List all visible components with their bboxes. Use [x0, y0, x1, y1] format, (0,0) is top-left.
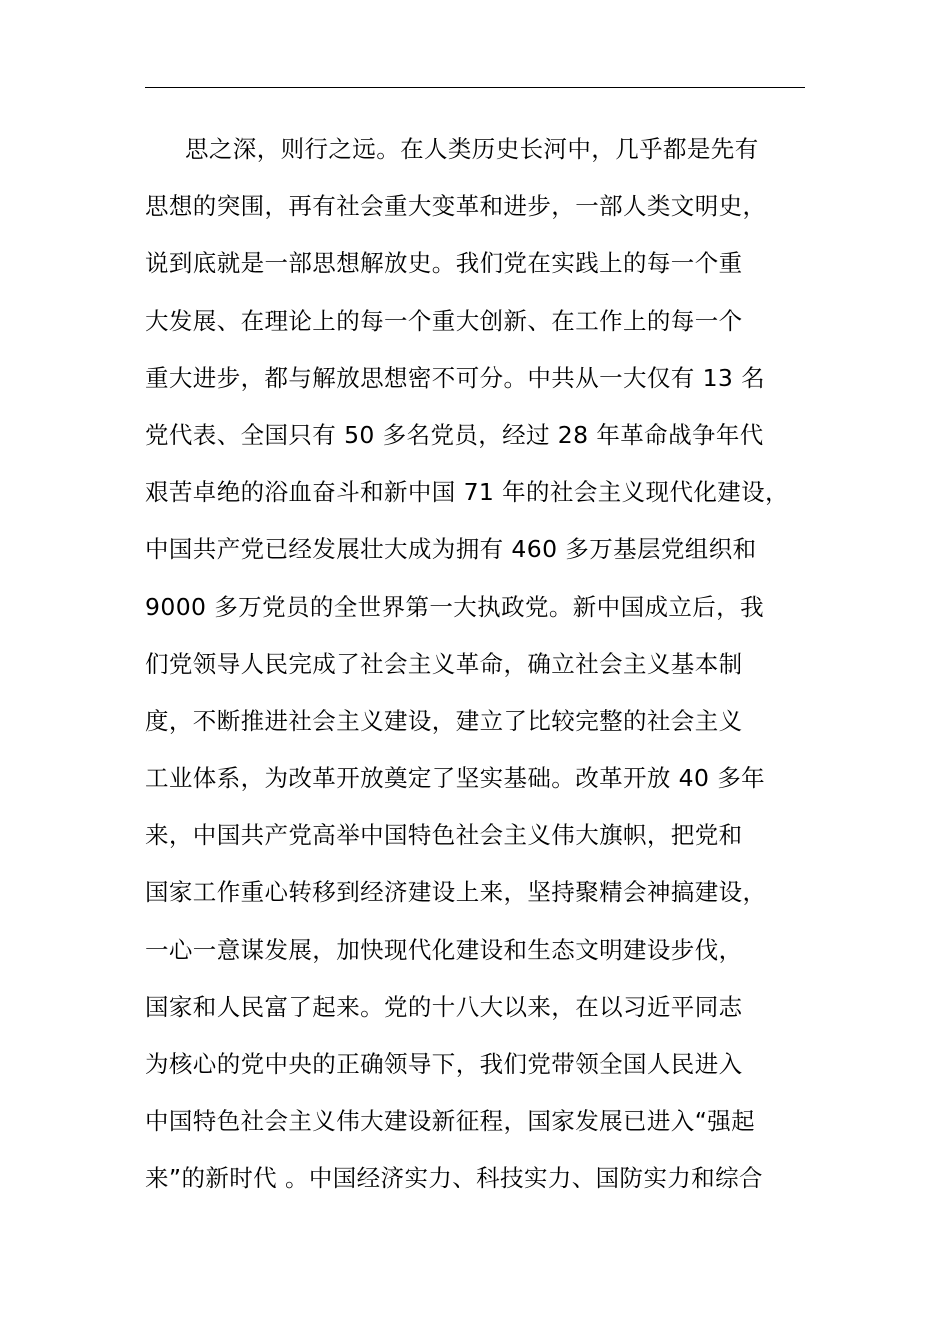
paragraph-line: 党代表、全国只有 50 多名党员，经过 28 年革命战争年代 [145, 420, 764, 449]
paragraph-line: 来”的新时代 。中国经济实力、科技实力、国防实力和综合 [145, 1164, 763, 1193]
paragraph-line: 思之深，则行之远。在人类历史长河中，几乎都是先有 [185, 135, 759, 163]
paragraph-line: 艰苦卓绝的浴血奋斗和新中国 71 年的社会主义现代化建设， [145, 478, 789, 507]
paragraph-line: 为核心的党中央的正确领导下，我们党带领全国人民进入 [145, 1050, 743, 1078]
paragraph-line: 国家和人民富了起来。党的十八大以来，在以习近平同志 [145, 992, 743, 1021]
paragraph-line: 中国共产党已经发展壮大成为拥有 460 多万基层党组织和 [145, 535, 757, 564]
paragraph-line: 说到底就是一部思想解放史。我们党在实践上的每一个重 [145, 249, 743, 278]
paragraph-line: 一心一意谋发展，加快现代化建设和生态文明建设步伐， [145, 935, 743, 964]
header-rule [145, 87, 805, 88]
paragraph-line: 中国特色社会主义伟大建设新征程，国家发展已进入“强起 [145, 1107, 756, 1136]
paragraph-line: 来，中国共产党高举中国特色社会主义伟大旗帜，把党和 [145, 821, 743, 850]
paragraph-line: 大发展、在理论上的每一个重大创新、在工作上的每一个 [145, 306, 743, 335]
document-body [145, 128, 825, 1215]
paragraph-line: 们党领导人民完成了社会主义革命，确立社会主义基本制 [145, 649, 743, 678]
paragraph-line: 度，不断推进社会主义建设，建立了比较完整的社会主义 [145, 706, 743, 735]
paragraph-line: 工业体系，为改革开放奠定了坚实基础。改革开放 40 多年 [145, 764, 766, 793]
paragraph-line: 国家工作重心转移到经济建设上来，坚持聚精会神搞建设， [145, 878, 767, 907]
paragraph-line: 思想的突围，再有社会重大变革和进步，一部人类文明史， [145, 192, 767, 221]
paragraph-line: 9000 多万党员的全世界第一大执政党。新中国成立后，我 [145, 592, 764, 621]
paragraph-line: 重大进步，都与解放思想密不可分。中共从一大仅有 13 名 [145, 363, 766, 392]
